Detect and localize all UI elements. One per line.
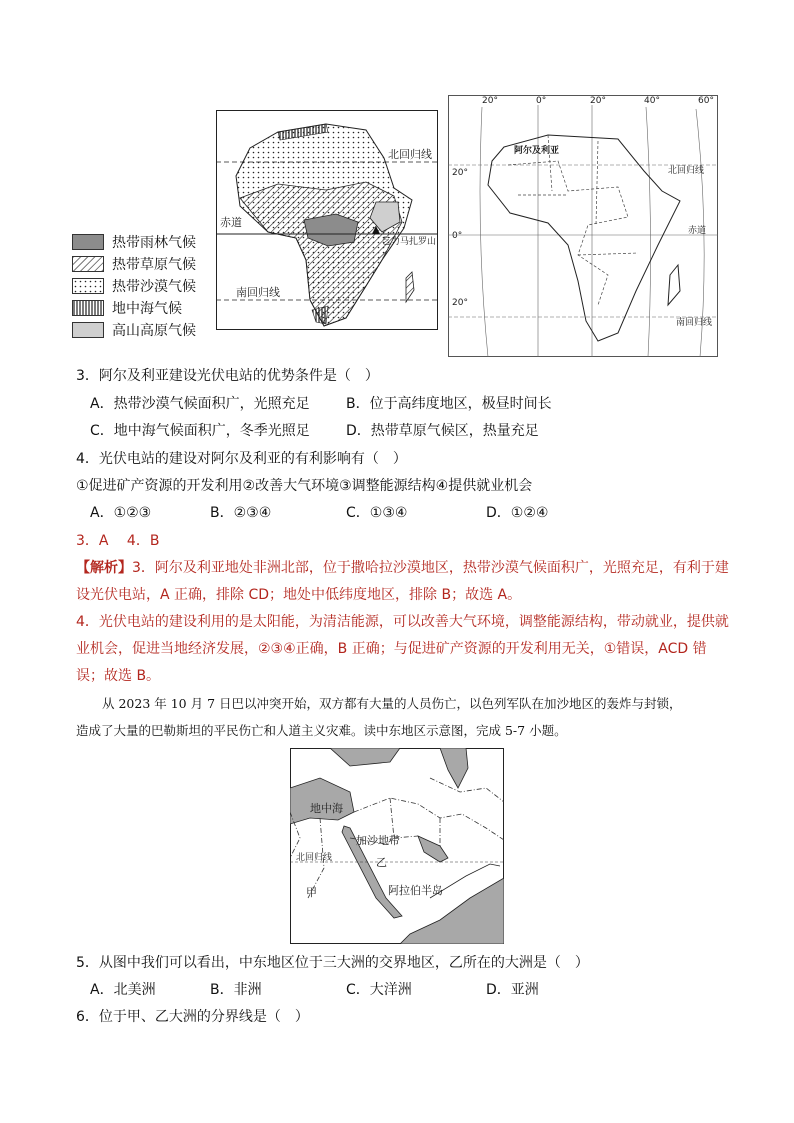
lat-tick: 0° (452, 231, 463, 241)
q4-option-a: A．①②③ (90, 505, 152, 521)
rainforest-swatch (72, 234, 104, 250)
label-yi: 乙 (376, 856, 387, 869)
q3-option-d: D．热带草原气候区，热量充足 (346, 423, 539, 439)
middle-east-map (290, 748, 504, 944)
legend-label: 热带雨林气候 (112, 235, 196, 251)
label-tropic-cancer: 北回归线 (668, 166, 705, 176)
q6-stem: 6．位于甲、乙大洲的分界线是（ ） (76, 1009, 309, 1025)
lon-tick: 40° (644, 96, 660, 106)
lon-tick: 20° (590, 96, 606, 106)
legend-label: 地中海气候 (112, 301, 182, 317)
lon-tick: 0° (536, 96, 547, 106)
lon-tick: 60° (698, 96, 714, 106)
q4-items: ①促进矿产资源的开发利用②改善大气环境③调整能源结构④提供就业机会 (76, 478, 533, 494)
q4-option-c: C．①③④ (346, 505, 408, 521)
mediterranean-swatch (72, 300, 104, 316)
label-equator: 赤道 (220, 216, 242, 229)
legend-item-mediterranean (72, 298, 182, 318)
legend-item-rainforest (72, 232, 196, 252)
label-tropic-capricorn: 南回归线 (236, 286, 280, 299)
lat-tick: 20° (452, 168, 468, 178)
analysis-line-4: 业机会，促进当地经济发展，②③④正确，B 正确；与促进矿产资源的开发利用无关，①错误，ACD 错 (76, 641, 707, 657)
legend-label: 热带草原气候 (112, 257, 196, 273)
label-gaza: 加沙地带 (356, 834, 400, 847)
q3-option-b: B．位于高纬度地区，极昼时间长 (346, 396, 552, 412)
legend-item-highland (72, 320, 196, 340)
answers: 3．A 4．B (76, 533, 160, 549)
q4-option-d: D．①②④ (486, 505, 549, 521)
savanna-swatch (72, 256, 104, 272)
lon-tick: 20° (482, 96, 498, 106)
label-mediterranean: 地中海 (310, 802, 343, 815)
q5-option-a: A．北美洲 (90, 982, 156, 998)
analysis-line-2: 设光伏电站，A 正确，排除 CD；地处中低纬度地区，排除 B；故选 A。 (76, 587, 522, 603)
label-algeria: 阿尔及利亚 (514, 146, 560, 156)
q5-option-b: B．非洲 (210, 982, 262, 998)
label-arabia: 阿拉伯半岛 (388, 884, 443, 897)
q3-stem: 3．阿尔及利亚建设光伏电站的优势条件是（ ） (76, 368, 379, 384)
analysis-line-1 (76, 558, 729, 578)
q3-option-c: C．地中海气候面积广，冬季光照足 (90, 423, 310, 439)
africa-climate-map (216, 110, 438, 330)
legend-item-desert (72, 276, 196, 296)
label-tropic-cancer: 北回归线 (388, 148, 432, 161)
label-tropic: 北回归线 (296, 853, 333, 863)
q5-option-d: D．亚洲 (486, 982, 539, 998)
analysis-line-5: 误；故选 B。 (76, 668, 161, 684)
africa-political-map (448, 95, 718, 357)
label-tropic-capricorn: 南回归线 (676, 318, 713, 328)
q4-option-b: B．②③④ (210, 505, 272, 521)
label-kilimanjaro: 乞力马扎罗山 (382, 237, 437, 247)
q4-stem: 4．光伏电站的建设对阿尔及利亚的有利影响有（ ） (76, 451, 407, 467)
desert-swatch (72, 278, 104, 294)
q3-option-a: A．热带沙漠气候面积广，光照充足 (90, 396, 310, 412)
analysis-tag: 【解析】 (76, 560, 132, 576)
analysis-text: 3．阿尔及利亚地处非洲北部，位于撒哈拉沙漠地区，热带沙漠气候面积广，光照充足，有利于建 (132, 560, 729, 576)
passage-line-2: 造成了大量的巴勒斯坦的平民伤亡和人道主义灾难。读中东地区示意图，完成 5-7 小题。 (76, 723, 567, 738)
label-equator: 赤道 (688, 226, 707, 236)
label-jia: 甲 (306, 886, 317, 899)
analysis-line-3: 4．光伏电站的建设利用的是太阳能，为清洁能源，可以改善大气环境，调整能源结构，带动就业，提供就 (76, 614, 729, 630)
legend-label: 高山高原气候 (112, 323, 196, 339)
passage-line-1: 从 2023 年 10 月 7 日巴以冲突开始，双方都有大量的人员伤亡，以色列军队在加沙地区的轰炸与封锁， (102, 696, 682, 711)
q5-stem: 5．从图中我们可以看出，中东地区位于三大洲的交界地区，乙所在的大洲是（ ） (76, 955, 589, 971)
lat-tick: 20° (452, 298, 468, 308)
legend-label: 热带沙漠气候 (112, 279, 196, 295)
q5-option-c: C．大洋洲 (346, 982, 412, 998)
legend-item-savanna (72, 254, 196, 274)
highland-swatch (72, 322, 104, 338)
